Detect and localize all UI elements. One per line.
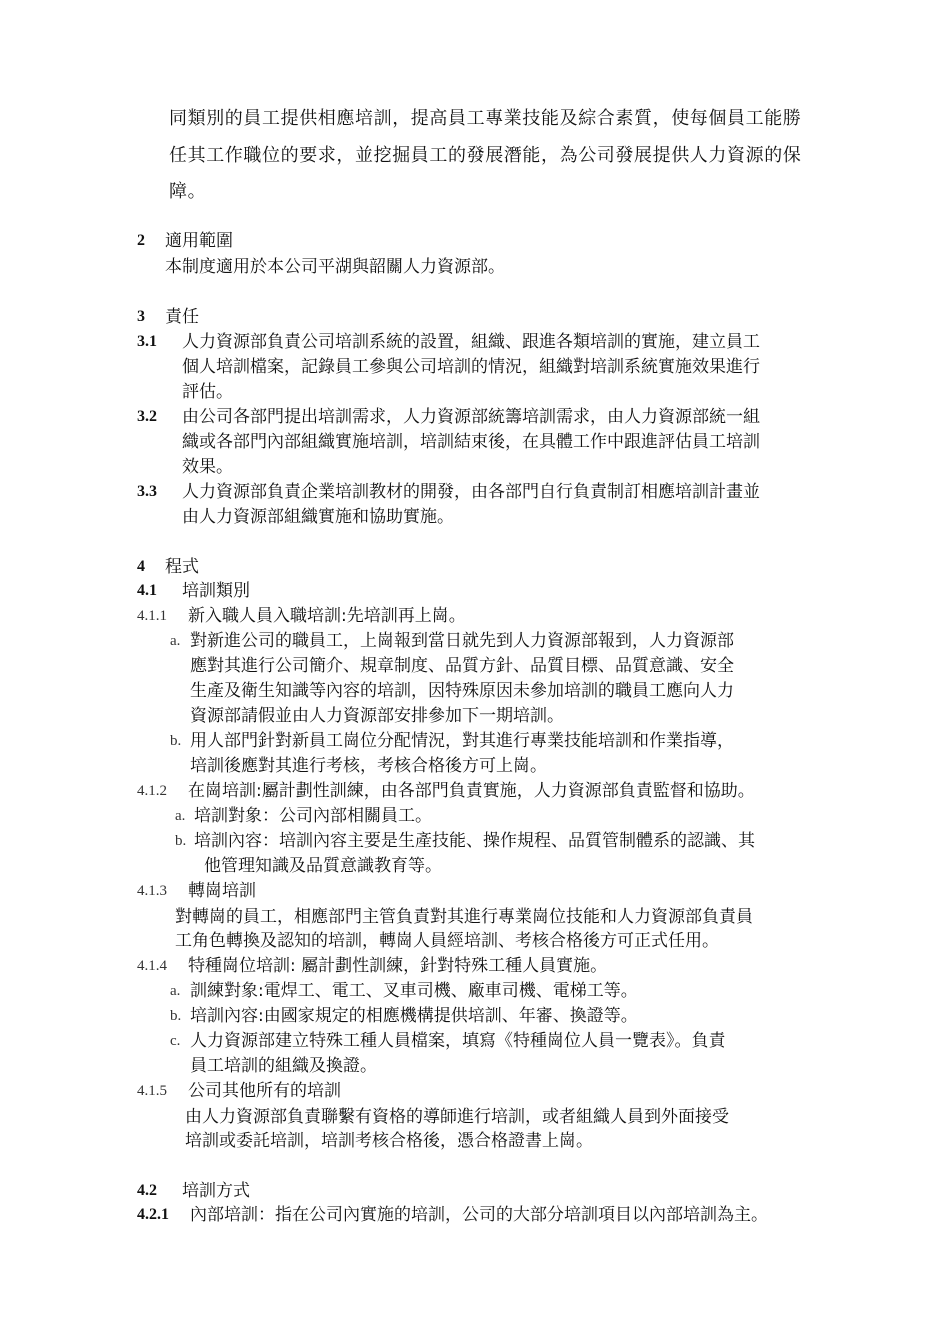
item-line: 個人培訓檔案，記錄員工參與公司培訓的情況，組織對培訓系統實施效果進行 bbox=[182, 357, 760, 377]
item-number: 3.2 bbox=[137, 408, 157, 425]
item-line: 效果。 bbox=[182, 457, 233, 477]
clause-number: 4.1.2 bbox=[137, 783, 167, 799]
section-title: 適用範圍 bbox=[165, 231, 233, 251]
list-item-line: 應對其進行公司簡介、規章制度、品質方針、品質目標、品質意識、安全 bbox=[190, 656, 734, 676]
list-marker: c. bbox=[170, 1033, 181, 1049]
list-item-line: 訓練對象:電焊工、電工、叉車司機、廠車司機、電梯工等。 bbox=[190, 981, 638, 1001]
list-marker: b. bbox=[175, 833, 187, 849]
subsection-title: 培訓類別 bbox=[182, 581, 250, 601]
item-line: 織或各部門內部組織實施培訓，培訓結束後，在具體工作中跟進評估員工培訓 bbox=[182, 432, 760, 452]
section-body: 本制度適用於本公司平湖與韶關人力資源部。 bbox=[165, 257, 505, 277]
list-item-line: 生產及衛生知識等內容的培訓，因特殊原因未參加培訓的職員工應向人力 bbox=[190, 681, 734, 701]
list-item-line: 用人部門針對新員工崗位分配情況，對其進行專業技能培訓和作業指導， bbox=[190, 731, 734, 751]
list-marker: b. bbox=[170, 1008, 182, 1024]
item-number: 3.3 bbox=[137, 483, 157, 500]
subsection-title: 培訓方式 bbox=[182, 1181, 250, 1201]
item-line: 由人力資源部組織實施和協助實施。 bbox=[182, 507, 454, 527]
clause-number: 4.1.1 bbox=[137, 608, 167, 624]
list-marker: a. bbox=[170, 983, 181, 999]
list-item-line: 培訓對象：公司內部相關員工。 bbox=[194, 806, 432, 826]
clause-number: 4.2.1 bbox=[137, 1206, 169, 1223]
list-item-line: 培訓後應對其進行考核，考核合格後方可上崗。 bbox=[190, 756, 547, 776]
subsection-number: 4.1 bbox=[137, 582, 157, 599]
section-title: 程式 bbox=[165, 557, 199, 577]
list-item-line: 人力資源部建立特殊工種人員檔案，填寫《特種崗位人員一覽表》。負責 bbox=[190, 1031, 726, 1051]
clause-body-line: 工角色轉換及認知的培訓，轉崗人員經培訓、考核合格後方可正式任用。 bbox=[175, 931, 719, 951]
clause-body-line: 對轉崗的員工，相應部門主管負責對其進行專業崗位技能和人力資源部負責員 bbox=[175, 907, 753, 927]
clause-body-line: 培訓或委託培訓，培訓考核合格後，憑合格證書上崗。 bbox=[185, 1131, 593, 1151]
item-line: 人力資源部負責企業培訓教材的開發，由各部門自行負責制訂相應培訓計畫並 bbox=[182, 482, 760, 502]
item-line: 人力資源部負責公司培訓系統的設置，組織、跟進各類培訓的實施，建立員工 bbox=[182, 332, 760, 352]
clause-title: 公司其他所有的培訓 bbox=[188, 1081, 341, 1101]
item-line: 由公司各部門提出培訓需求，人力資源部統籌培訓需求，由人力資源部統一組 bbox=[182, 407, 760, 427]
clause-title: 在崗培訓:屬計劃性訓練，由各部門負責實施，人力資源部負責監督和協助。 bbox=[188, 781, 755, 801]
list-marker: a. bbox=[175, 808, 186, 824]
list-item-line: 培訓內容：培訓內容主要是生產技能、操作規程、品質管制體系的認識、其 bbox=[194, 831, 755, 851]
list-item-line: 培訓內容:由國家規定的相應機構提供培訓、年審、換證等。 bbox=[190, 1006, 638, 1026]
clause-body-line: 由人力資源部負責聯繫有資格的導師進行培訓，或者組織人員到外面接受 bbox=[185, 1107, 729, 1127]
clause-number: 4.1.3 bbox=[137, 883, 167, 899]
intro-line: 障。 bbox=[169, 181, 207, 202]
clause-body-line: 內部培訓：指在公司內實施的培訓，公司的大部分培訓項目以內部培訓為主。 bbox=[190, 1205, 768, 1225]
item-line: 評估。 bbox=[182, 382, 233, 402]
section-number: 2 bbox=[137, 232, 145, 249]
subsection-number: 4.2 bbox=[137, 1182, 157, 1199]
section-number: 3 bbox=[137, 308, 145, 325]
list-item-line: 資源部請假並由人力資源部安排參加下一期培訓。 bbox=[190, 706, 564, 726]
clause-title: 新入職人員入職培訓:先培訓再上崗。 bbox=[188, 606, 466, 626]
clause-number: 4.1.4 bbox=[137, 958, 167, 974]
list-marker: a. bbox=[170, 633, 181, 649]
intro-line: 任其工作職位的要求，並挖掘員工的發展潛能，為公司發展提供人力資源的保 bbox=[169, 145, 802, 166]
clause-number: 4.1.5 bbox=[137, 1083, 167, 1099]
section-title: 責任 bbox=[165, 307, 199, 327]
list-item-line: 他管理知識及品質意識教育等。 bbox=[204, 856, 442, 876]
list-item-line: 員工培訓的組織及換證。 bbox=[190, 1056, 377, 1076]
list-item-line: 對新進公司的職員工，上崗報到當日就先到人力資源部報到，人力資源部 bbox=[190, 631, 734, 651]
clause-title: 特種崗位培訓: 屬計劃性訓練，針對特殊工種人員實施。 bbox=[188, 956, 608, 976]
clause-title: 轉崗培訓 bbox=[188, 881, 256, 901]
intro-line: 同類別的員工提供相應培訓，提高員工專業技能及綜合素質，使每個員工能勝 bbox=[169, 108, 802, 129]
list-marker: b. bbox=[170, 733, 182, 749]
item-number: 3.1 bbox=[137, 333, 157, 350]
section-number: 4 bbox=[137, 558, 145, 575]
